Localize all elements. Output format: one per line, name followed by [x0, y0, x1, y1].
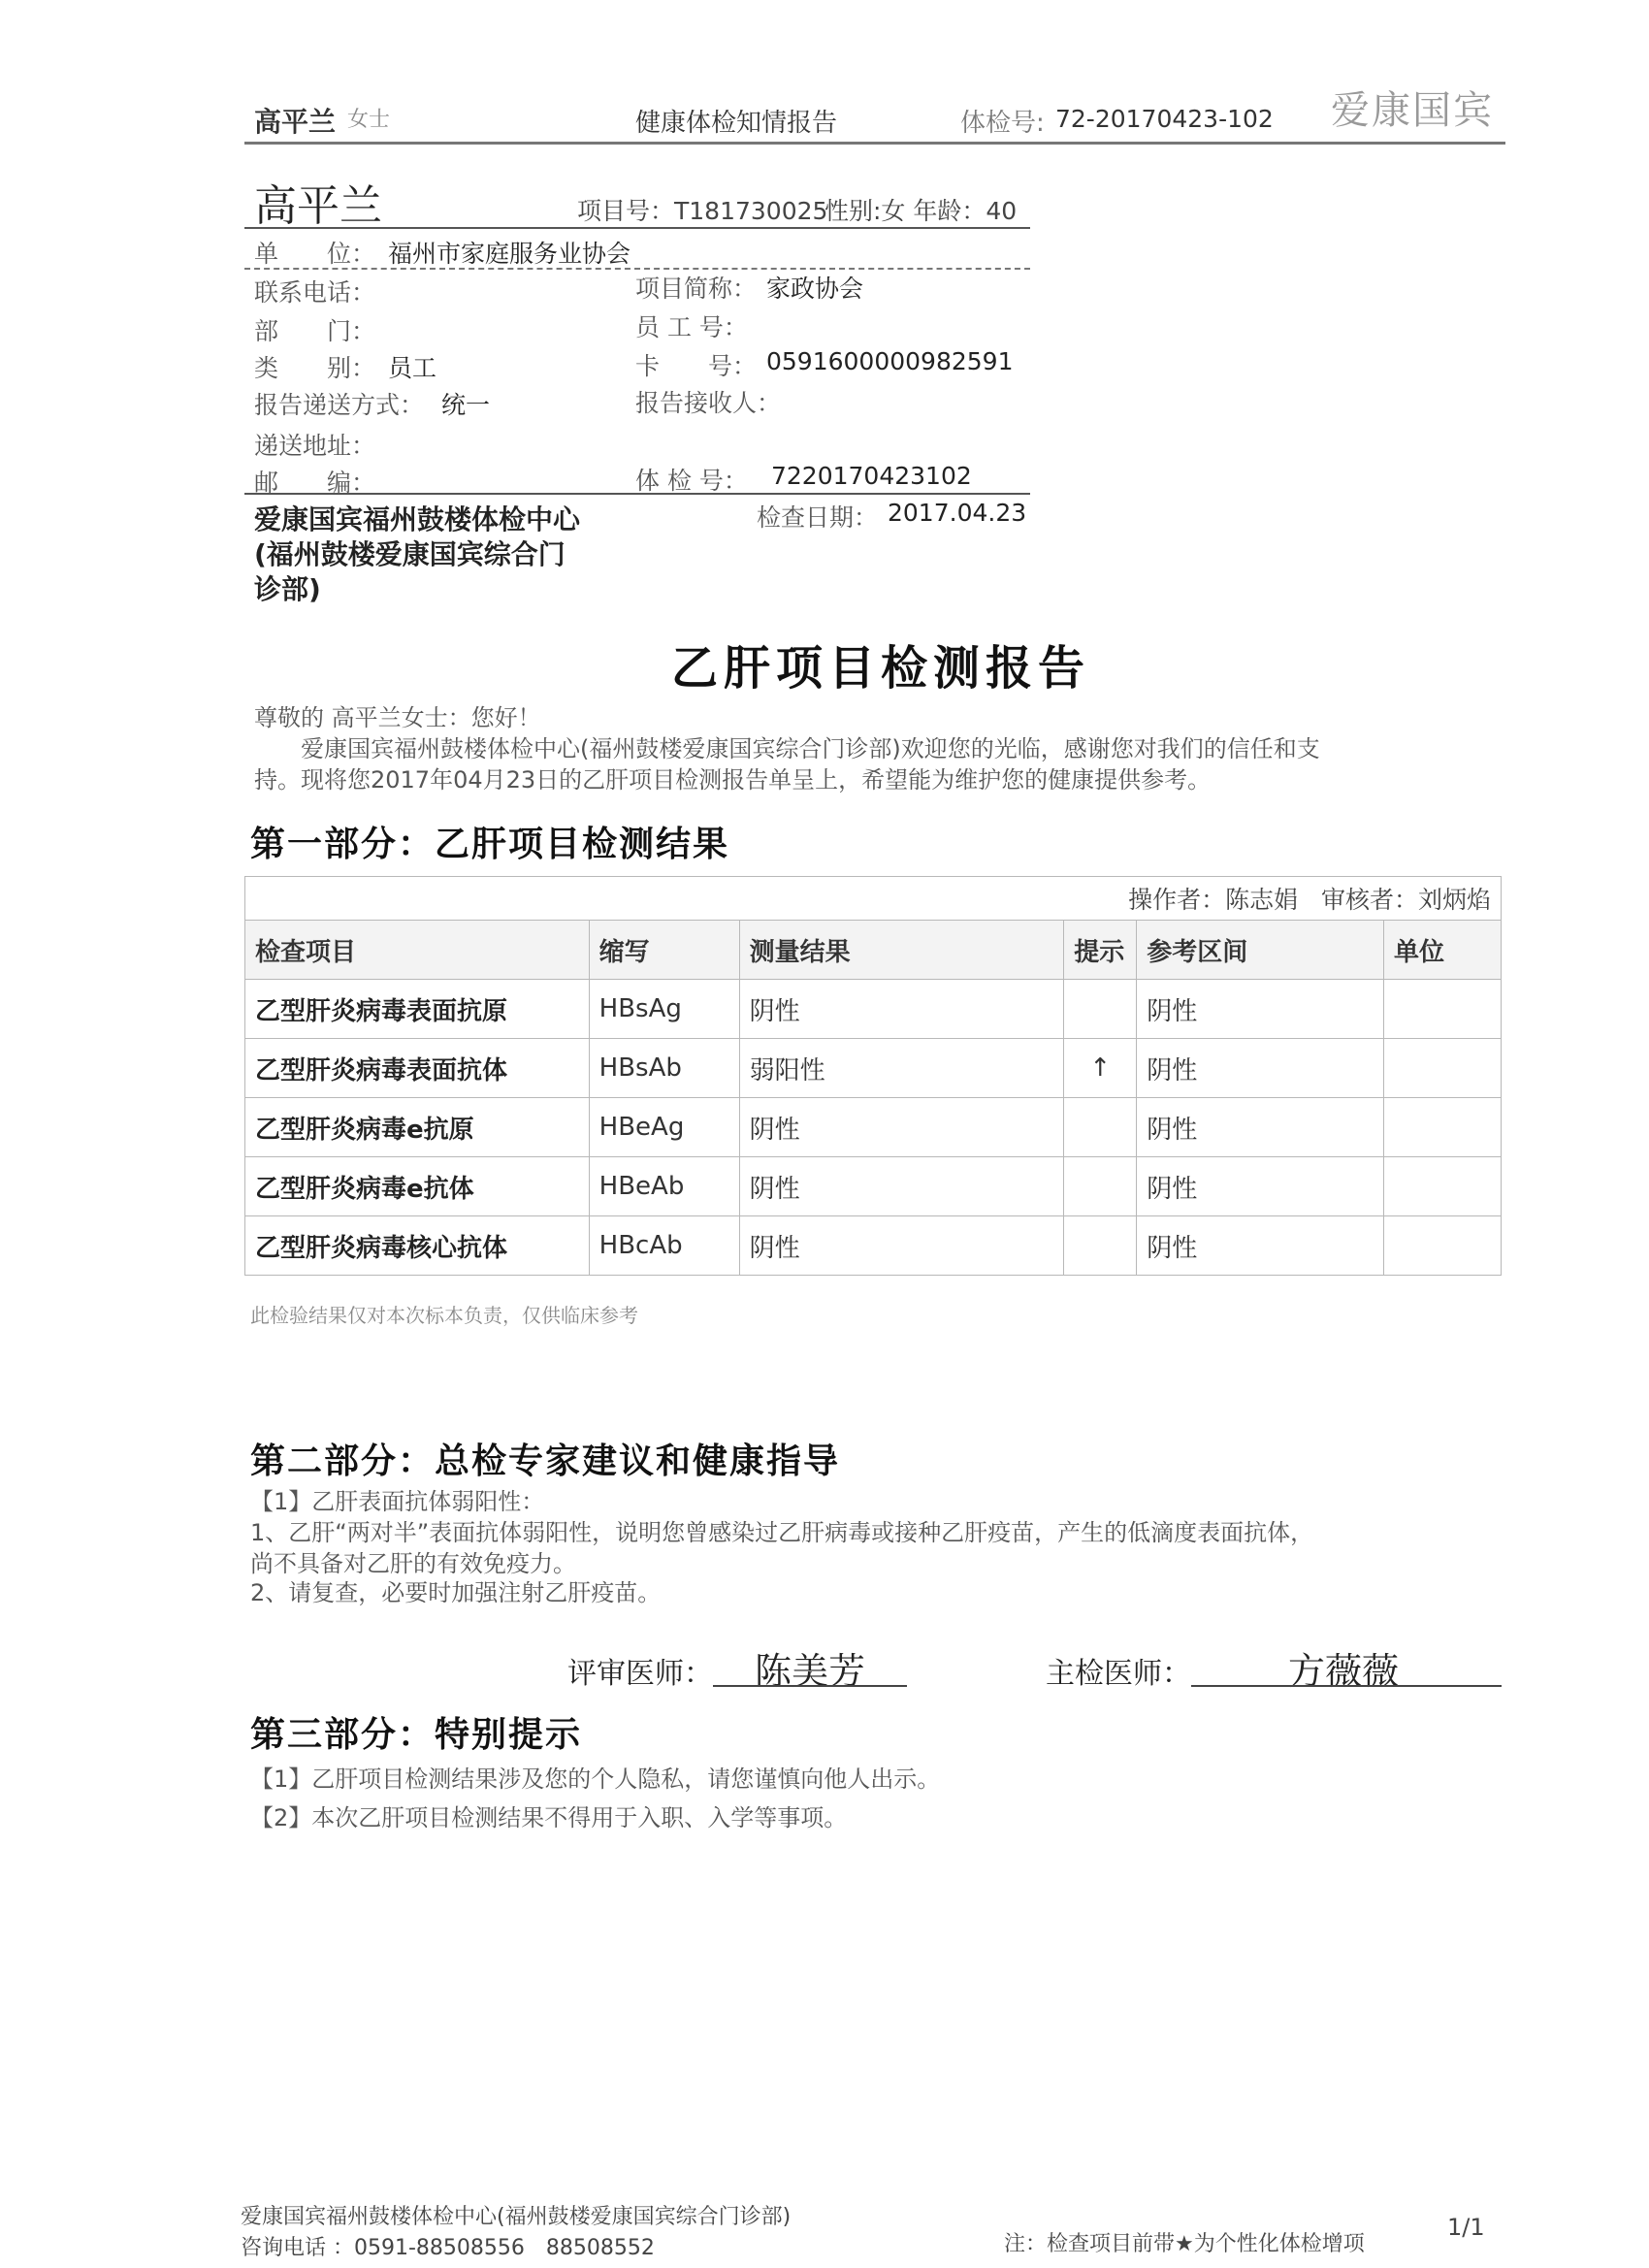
field-project-abbr-value: 家政协会	[766, 275, 864, 303]
center-name-line3: 诊部)	[254, 573, 321, 605]
cell-result: 阴性	[739, 1098, 1064, 1157]
col-header-result: 测量结果	[739, 921, 1064, 980]
field-employee-no-label: 员 工 号：	[635, 313, 748, 341]
cell-hint	[1064, 1157, 1137, 1216]
col-header-hint: 提示	[1064, 921, 1137, 980]
advice-line3: 2、请复查，必要时加强注射乙肝疫苗。	[250, 1579, 662, 1606]
center-name-line1: 爱康国宾福州鼓楼体检中心	[254, 503, 581, 535]
header-exam-no-label: 体检号:	[960, 109, 1045, 138]
part3-title: 第三部分：特别提示	[250, 1714, 583, 1755]
cell-unit	[1384, 1039, 1502, 1098]
cell-abbr: HBsAg	[589, 980, 739, 1039]
table-row	[245, 1157, 1502, 1216]
page-number: 1/1	[1447, 2214, 1485, 2241]
table-row	[245, 1216, 1502, 1276]
field-exam-no-value: 7220170423102	[771, 462, 972, 490]
table-row	[245, 980, 1502, 1039]
intro-line2: 持。现将您2017年04月23日的乙肝项目检测报告单呈上，希望能为维护您的健康提供参考。	[254, 766, 1212, 794]
cell-hint	[1064, 1098, 1137, 1157]
chief-signature-line	[1191, 1685, 1502, 1687]
field-category-label: 类 别：	[254, 354, 376, 382]
header-name: 高平兰	[254, 106, 337, 138]
intro-line1: 爱康国宾福州鼓楼体检中心(福州鼓楼爱康国宾综合门诊部)欢迎您的光临，感谢您对我们的信任和支	[301, 735, 1320, 762]
field-address-label: 递送地址：	[254, 432, 376, 460]
field-category-value: 员工	[388, 354, 437, 382]
cell-result: 阴性	[739, 1157, 1064, 1216]
cell-item: 乙型肝炎病毒表面抗原	[245, 980, 590, 1039]
cell-unit	[1384, 1098, 1502, 1157]
table-header-row	[245, 921, 1502, 980]
header-exam-no: 72-20170423-102	[1055, 105, 1274, 133]
field-receiver-label: 报告接收人：	[635, 389, 782, 417]
review-signature-line	[713, 1685, 907, 1687]
exam-date-label: 检查日期：	[757, 503, 879, 532]
report-title: 乙肝项目检测报告	[671, 641, 1091, 696]
operator-name: 陈志娟	[1225, 886, 1299, 914]
field-card-label: 卡 号：	[635, 352, 758, 380]
field-dept-label: 部 门：	[254, 317, 376, 345]
table-row	[245, 1039, 1502, 1098]
cell-ref: 阴性	[1137, 1039, 1384, 1098]
patient-name: 高平兰	[254, 181, 382, 231]
part2-title: 第二部分：总检专家建议和健康指导	[250, 1441, 841, 1481]
cell-ref: 阴性	[1137, 1216, 1384, 1276]
chief-doctor-label: 主检医师：	[1046, 1657, 1191, 1691]
cell-item: 乙型肝炎病毒e抗体	[245, 1157, 590, 1216]
greeting: 尊敬的 高平兰女士：您好！	[254, 704, 541, 731]
cell-result: 阴性	[739, 1216, 1064, 1276]
cell-abbr: HBeAg	[589, 1098, 739, 1157]
cell-hint	[1064, 980, 1137, 1039]
operator-label: 操作者：	[1128, 886, 1226, 914]
tip-1: 【1】乙肝项目检测结果涉及您的个人隐私，请您谨慎向他人出示。	[250, 1766, 941, 1793]
field-unit-label: 单 位：	[254, 240, 376, 268]
field-postcode-label: 邮 编：	[254, 469, 376, 497]
field-exam-no-label: 体 检 号：	[635, 467, 748, 495]
col-header-abbr: 缩写	[589, 921, 739, 980]
table-row	[245, 1098, 1502, 1157]
field-project-abbr-label: 项目简称：	[635, 275, 758, 303]
cell-hint	[1064, 1216, 1137, 1276]
cell-item: 乙型肝炎病毒e抗原	[245, 1098, 590, 1157]
cell-unit	[1384, 1157, 1502, 1216]
reviewer-label: 审核者：	[1320, 886, 1418, 914]
advice-line1: 1、乙肝“两对半”表面抗体弱阳性，说明您曾感染过乙肝病毒或接种乙肝疫苗，产生的低滴度表面抗体，	[250, 1519, 1314, 1546]
advice-line2: 尚不具备对乙肝的有效免疫力。	[250, 1550, 576, 1577]
cell-abbr: HBsAb	[589, 1039, 739, 1098]
review-doctor-signature: 陈美芳	[755, 1650, 866, 1693]
tip-2: 【2】本次乙肝项目检测结果不得用于入职、入学等事项。	[250, 1804, 848, 1831]
cell-unit	[1384, 980, 1502, 1039]
cell-unit	[1384, 1216, 1502, 1276]
cell-ref: 阴性	[1137, 980, 1384, 1039]
cell-abbr: HBeAb	[589, 1157, 739, 1216]
header-report-type: 健康体检知情报告	[635, 109, 838, 138]
cell-ref: 阴性	[1137, 1157, 1384, 1216]
operator-row	[245, 877, 1502, 921]
results-table	[244, 876, 1502, 1276]
project-no: 项目号：T181730025	[577, 197, 828, 225]
cell-item: 乙型肝炎病毒核心抗体	[245, 1216, 590, 1276]
field-card-value: 0591600000982591	[766, 347, 1014, 375]
patient-divider	[244, 227, 1030, 229]
exam-date-value: 2017.04.23	[888, 499, 1027, 527]
field-delivery-value: 统一	[441, 391, 491, 419]
part1-title: 第一部分：乙肝项目检测结果	[250, 824, 730, 864]
header-salutation: 女士	[347, 108, 391, 132]
result-disclaimer: 此检验结果仅对本次标本负责，仅供临床参考	[250, 1304, 638, 1327]
reviewer-name: 刘炳焰	[1417, 886, 1491, 914]
cell-abbr: HBcAb	[589, 1216, 739, 1276]
cell-item: 乙型肝炎病毒表面抗体	[245, 1039, 590, 1098]
patient-bottom-divider	[244, 493, 1030, 495]
brand-logo: 爱康国宾	[1331, 88, 1494, 133]
col-header-unit: 单位	[1384, 921, 1502, 980]
footer-org: 爱康国宾福州鼓楼体检中心(福州鼓楼爱康国宾综合门诊部)	[241, 2205, 792, 2229]
gender-age: 性别:女 年龄：40	[824, 197, 1018, 225]
footer-phone: 咨询电话 ：0591-88508556 88508552	[241, 2236, 655, 2260]
advice-heading: 【1】乙肝表面抗体弱阳性：	[250, 1488, 545, 1515]
cell-hint: ↑	[1064, 1039, 1137, 1098]
chief-doctor-signature: 方薇薇	[1288, 1650, 1400, 1693]
cell-result: 阴性	[739, 980, 1064, 1039]
field-phone-label: 联系电话：	[254, 278, 376, 307]
col-header-ref: 参考区间	[1137, 921, 1384, 980]
header-divider	[244, 142, 1505, 145]
field-delivery-label: 报告递送方式：	[254, 391, 425, 419]
field-unit-value: 福州市家庭服务业协会	[388, 240, 631, 268]
cell-ref: 阴性	[1137, 1098, 1384, 1157]
review-doctor-label: 评审医师：	[567, 1657, 713, 1691]
cell-result: 弱阳性	[739, 1039, 1064, 1098]
col-header-item: 检查项目	[245, 921, 590, 980]
center-name-line2: (福州鼓楼爱康国宾综合门	[254, 538, 566, 570]
footer-note: 注：检查项目前带★为个性化体检增项	[1004, 2232, 1365, 2256]
